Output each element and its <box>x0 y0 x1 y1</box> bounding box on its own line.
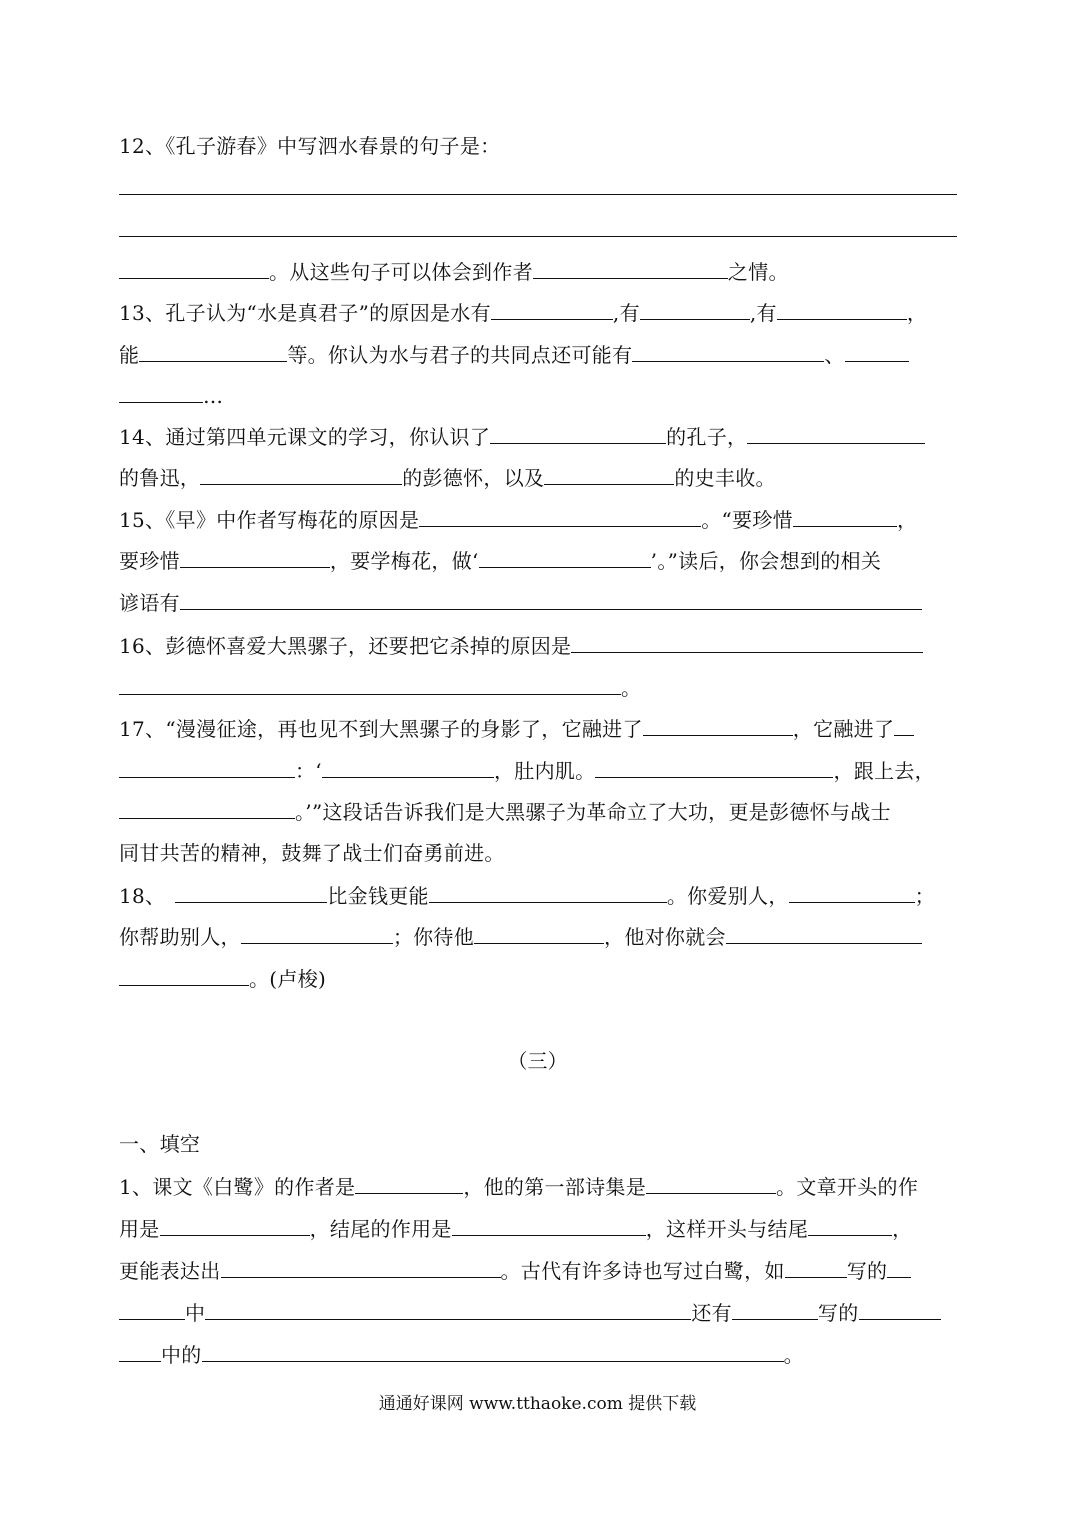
s3-q1-text: 。 <box>783 1343 804 1367</box>
answer-blank[interactable] <box>119 1297 185 1320</box>
q16-line-1 <box>119 630 957 660</box>
s3-q1-text: ， <box>892 1217 913 1241</box>
answer-blank[interactable] <box>894 713 914 736</box>
s3-q1-line-5 <box>119 1339 957 1369</box>
answer-blank[interactable] <box>119 755 295 778</box>
answer-blank[interactable] <box>845 339 909 362</box>
q17-line-3 <box>119 796 957 826</box>
answer-blank[interactable] <box>474 921 604 944</box>
s3-q1-prompt: 1、课文《白鹭》的作者是 <box>119 1175 356 1199</box>
q13-prompt: 13、孔子认为“水是真君子”的原因是水有 <box>119 301 491 325</box>
answer-blank[interactable] <box>241 921 393 944</box>
s3-q1-line-2 <box>119 1213 957 1243</box>
q13-text: 能 <box>119 343 140 367</box>
q15-text: ， <box>896 508 918 532</box>
answer-blank[interactable] <box>777 297 907 320</box>
q14-text: 的鲁迅， <box>119 466 201 490</box>
s3-q1-text: 用是 <box>119 1217 160 1241</box>
q14-line-2 <box>119 462 957 492</box>
q17-text: 。’”这段话告诉我们是大黑骡子为革命立了大功，更是彭德怀与战士 <box>295 800 891 824</box>
answer-blank[interactable] <box>205 1297 691 1320</box>
q17-line-4 <box>119 838 957 868</box>
s3-q1-text: 写的 <box>846 1259 888 1283</box>
q18-prompt: 18、 <box>119 884 166 908</box>
q15-text: ’。”读后，你会想到的相关 <box>650 549 882 573</box>
answer-blank[interactable] <box>643 713 793 736</box>
q18-line-3 <box>119 963 957 993</box>
answer-blank[interactable] <box>180 587 922 610</box>
answer-blank[interactable] <box>887 1255 911 1278</box>
q12-text: 之情。 <box>727 260 789 284</box>
s3-q1-text: ，结尾的作用是 <box>309 1217 452 1241</box>
q15-text: 谚语有 <box>119 591 180 615</box>
q17-text: ：‘ <box>295 759 322 783</box>
q15-line-2 <box>119 545 957 575</box>
q12-prompt: 12、《孔子游春》中写泗水春景的句子是： <box>119 134 501 158</box>
answer-rule[interactable] <box>119 236 957 237</box>
answer-blank[interactable] <box>355 1171 463 1194</box>
answer-blank[interactable] <box>571 630 923 653</box>
q15-text: 。“要珍惜 <box>701 508 793 532</box>
answer-blank[interactable] <box>200 462 402 485</box>
q17-text: ，肚内肌。 <box>493 759 596 783</box>
answer-blank[interactable] <box>544 462 674 485</box>
q17-text: ，跟上去， <box>833 759 935 783</box>
answer-blank[interactable] <box>202 1339 784 1362</box>
answer-blank[interactable] <box>139 339 287 362</box>
answer-blank[interactable] <box>789 880 915 903</box>
answer-blank[interactable] <box>221 1255 501 1278</box>
q18-text: 。(卢梭) <box>249 967 327 991</box>
answer-blank[interactable] <box>490 421 666 444</box>
q18-text: 。你爱别人， <box>666 884 789 908</box>
answer-blank[interactable] <box>175 880 327 903</box>
q13-text: ,有 <box>749 301 777 325</box>
q16-text: 。 <box>621 676 642 700</box>
answer-blank[interactable] <box>119 1339 161 1362</box>
q17-text: 同甘共苦的精神，鼓舞了战士们奋勇前进。 <box>119 841 505 865</box>
s3-q1-text: 还有 <box>691 1301 732 1325</box>
q14-text: 的孔子， <box>666 425 748 449</box>
answer-blank[interactable] <box>640 297 750 320</box>
q17-line-1 <box>119 713 957 743</box>
answer-blank[interactable] <box>732 1297 818 1320</box>
q17-line-2 <box>119 755 957 785</box>
s3-q1-text: 。古代有许多诗也写过白鹭，如 <box>500 1259 785 1283</box>
s3-q1-line-3 <box>119 1255 957 1285</box>
answer-rule[interactable] <box>119 194 957 195</box>
q12-text: 。从这些句子可以体会到作者 <box>269 260 533 284</box>
s3-q1-line-1 <box>119 1171 957 1201</box>
answer-blank[interactable] <box>119 672 621 695</box>
s3-q1-text: 。文章开头的作 <box>776 1175 919 1199</box>
q17-prompt: 17、“漫漫征途，再也见不到大黑骡子的身影了，它融进了 <box>119 717 643 741</box>
q18-text: ； <box>914 884 935 908</box>
answer-blank[interactable] <box>595 755 833 778</box>
q15-line-3 <box>119 587 957 617</box>
answer-blank[interactable] <box>119 256 269 279</box>
q13-line-1 <box>119 297 957 327</box>
s3-q1-text: ，他的第一部诗集是 <box>463 1175 647 1199</box>
answer-blank[interactable] <box>491 297 613 320</box>
answer-blank[interactable] <box>180 545 330 568</box>
q15-text: ，要学梅花，做‘ <box>329 549 479 573</box>
q12-line-3 <box>119 256 957 286</box>
q13-line-3 <box>119 380 957 410</box>
q17-text: ，它融进了 <box>792 717 895 741</box>
q18-line-1 <box>119 880 957 910</box>
answer-blank[interactable] <box>808 1213 892 1236</box>
answer-blank[interactable] <box>533 256 728 279</box>
q14-line-1 <box>119 421 957 451</box>
q14-prompt: 14、通过第四单元课文的学习，你认识了 <box>119 425 491 449</box>
answer-blank[interactable] <box>646 1171 776 1194</box>
part-title <box>119 1129 957 1159</box>
answer-blank[interactable] <box>119 796 295 819</box>
part-title-text: 一、填空 <box>119 1132 201 1156</box>
answer-blank[interactable] <box>785 1255 847 1278</box>
answer-blank[interactable] <box>429 880 667 903</box>
s3-q1-text: 更能表达出 <box>119 1259 221 1283</box>
ellipsis: … <box>203 384 224 408</box>
q13-text: 等。你认为水与君子的共同点还可能有 <box>287 343 633 367</box>
s3-q1-text: ，这样开头与结尾 <box>645 1217 809 1241</box>
footer-credit: 通通好课网 www.tthaoke.com 提供下载 <box>378 1394 697 1414</box>
q13-text: ， <box>906 301 928 325</box>
answer-blank[interactable] <box>322 755 494 778</box>
q15-text: 要珍惜 <box>119 549 180 573</box>
q13-text: ,有 <box>612 301 640 325</box>
answer-blank[interactable] <box>452 1213 646 1236</box>
answer-blank[interactable] <box>419 504 701 527</box>
q18-line-2 <box>119 921 957 951</box>
q12-line-1 <box>119 131 957 161</box>
answer-blank[interactable] <box>479 545 651 568</box>
q18-text: ，他对你就会 <box>604 925 726 949</box>
answer-blank[interactable] <box>859 1297 941 1320</box>
q13-text: 、 <box>824 343 845 367</box>
answer-blank[interactable] <box>119 380 203 403</box>
q15-line-1 <box>119 504 957 534</box>
s3-q1-line-4 <box>119 1297 957 1327</box>
answer-blank[interactable] <box>726 921 922 944</box>
answer-blank[interactable] <box>160 1213 310 1236</box>
q14-text: 的彭德怀，以及 <box>402 466 545 490</box>
section-title: （三） <box>507 1049 568 1073</box>
answer-blank[interactable] <box>119 963 249 986</box>
q15-prompt: 15、《早》中作者写梅花的原因是 <box>119 508 420 532</box>
q18-text: 你帮助别人， <box>119 925 241 949</box>
answer-blank[interactable] <box>747 421 925 444</box>
q18-text: ；你待他 <box>392 925 475 949</box>
q16-prompt: 16、彭德怀喜爱大黑骡子，还要把它杀掉的原因是 <box>119 634 572 658</box>
answer-blank[interactable] <box>632 339 824 362</box>
q13-line-2 <box>119 339 957 369</box>
answer-blank[interactable] <box>793 504 897 527</box>
s3-q1-text: 写的 <box>817 1301 859 1325</box>
s3-q1-text: 中 <box>185 1301 206 1325</box>
q18-text: 比金钱更能 <box>327 884 429 908</box>
q14-text: 的史丰收。 <box>674 466 776 490</box>
s3-q1-text: 中的 <box>161 1343 202 1367</box>
q16-line-2 <box>119 672 957 702</box>
